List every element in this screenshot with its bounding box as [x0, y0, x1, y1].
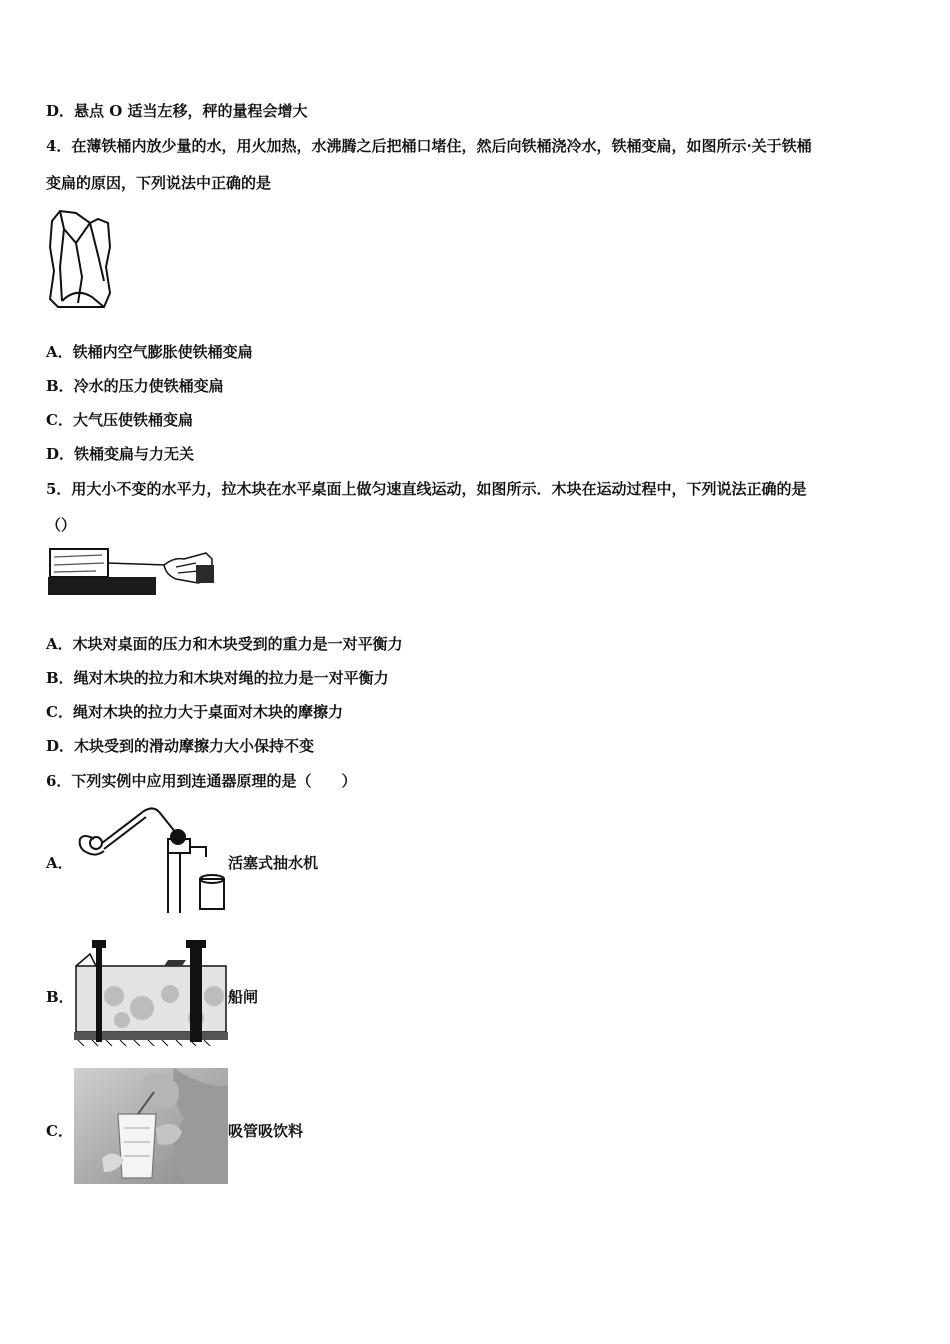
q4-option-b: B．冷水的压力使铁桶变扁: [46, 377, 224, 395]
prev-option-d: D．悬点 O 适当左移，秤的量程会增大: [46, 102, 308, 120]
q6-option-a-label: A．: [46, 854, 73, 872]
q5-stem-line1: 5．用大小不变的水平力，拉木块在水平桌面上做匀速直线运动，如图所示．木块在运动过程中，下列说法正确的是: [46, 480, 807, 498]
q6-option-a-caption: 活塞式抽水机: [228, 854, 319, 872]
q4-option-c: C．大气压使铁桶变扁: [46, 411, 193, 429]
q6-option-b-caption: 船闸: [228, 988, 259, 1006]
wood-block-pull-figure: [46, 543, 216, 599]
drinking-straw-photo: [74, 1068, 228, 1184]
q4-option-a: A．铁桶内空气膨胀使铁桶变扁: [46, 343, 253, 361]
q6-option-c-label: C．: [46, 1122, 73, 1140]
q4-stem-line1: 4．在薄铁桶内放少量的水，用火加热，水沸腾之后把桶口堵住，然后向铁桶浇冷水，铁桶变扁，如图所示·关于铁桶: [46, 137, 812, 155]
q6-option-c-caption: 吸管吸饮料: [228, 1122, 304, 1140]
piston-water-pump-figure: [74, 803, 226, 915]
ship-lock-figure: [74, 936, 228, 1048]
q5-option-a: A．木块对桌面的压力和木块受到的重力是一对平衡力: [46, 635, 403, 653]
q5-option-d: D．木块受到的滑动摩擦力大小保持不变: [46, 737, 315, 755]
q6-stem: 6．下列实例中应用到连通器原理的是（ ）: [46, 772, 357, 790]
q5-option-b: B．绳对木块的拉力和木块对绳的拉力是一对平衡力: [46, 669, 389, 687]
crushed-bucket-figure: [46, 207, 116, 311]
q6-option-b-label: B．: [46, 988, 74, 1006]
q5-option-c: C．绳对木块的拉力大于桌面对木块的摩擦力: [46, 703, 343, 721]
q4-option-d: D．铁桶变扁与力无关: [46, 445, 195, 463]
q5-stem-line2: （）: [46, 516, 77, 534]
q4-stem-line2: 变扁的原因，下列说法中正确的是: [46, 174, 272, 192]
